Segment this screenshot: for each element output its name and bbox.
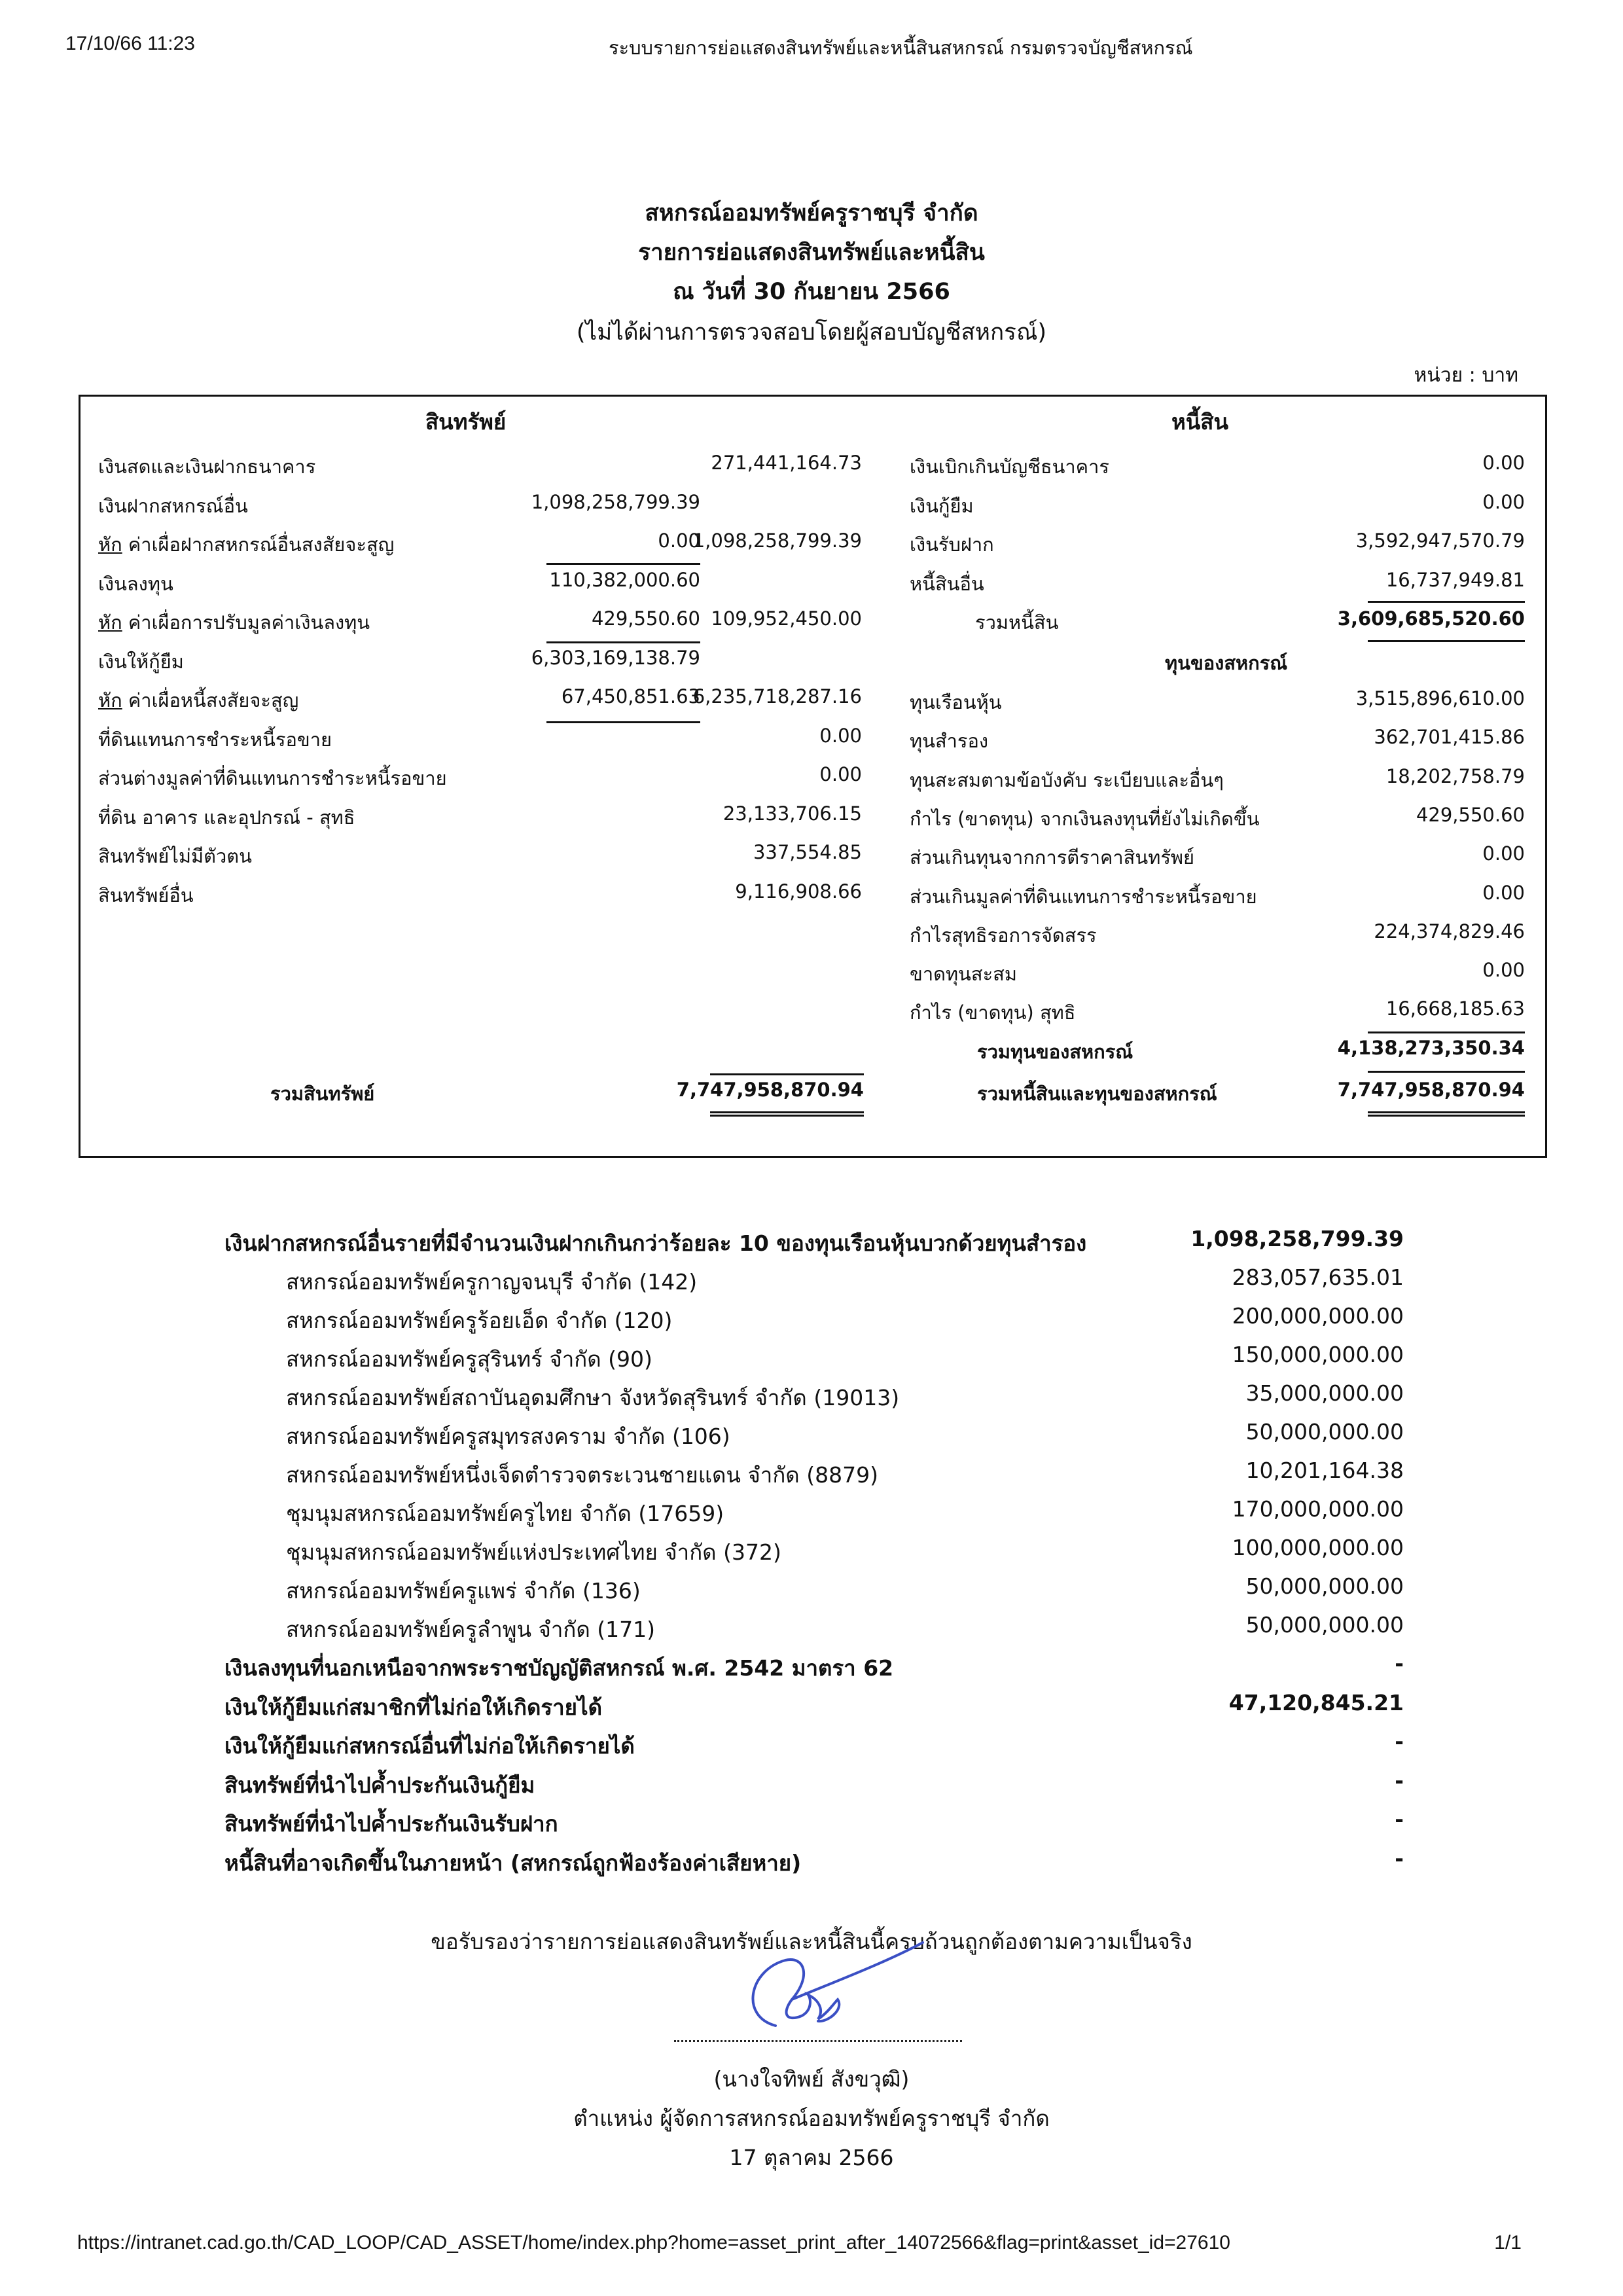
- asset-row-subamount: 67,450,851.63: [561, 685, 700, 708]
- asset-row-label: [98, 569, 173, 599]
- deposit-item-amount: 150,000,000.00: [1232, 1342, 1404, 1367]
- deposit-item-amount: 50,000,000.00: [1245, 1573, 1404, 1599]
- double-rule: [1368, 1111, 1525, 1117]
- deposit-item-label: สหกรณ์ออมทรัพย์ครูลำพูน จำกัด (171): [286, 1617, 656, 1642]
- equity-row-label: ส่วนเกินมูลค่าที่ดินแทนการชำระหนี้รอขาย: [910, 885, 1257, 908]
- asset-row-subamount: 6,303,169,138.79: [531, 646, 700, 669]
- asset-row-amount: 23,133,706.15: [722, 802, 862, 825]
- other-item-label: สินทรัพย์ที่นำไปค้ำประกันเงินกู้ยืม: [224, 1772, 535, 1798]
- liability-row-amount: 3,592,947,570.79: [1355, 529, 1525, 552]
- asset-label-text: ที่ดินแทนการชำระหนี้รอขาย: [98, 728, 332, 751]
- equity-row-amount: 3,515,896,610.00: [1355, 687, 1525, 709]
- unit-label: หน่วย : บาท: [1414, 364, 1518, 387]
- asset-label-text: สินทรัพย์ไม่มีตัวตน: [98, 845, 252, 867]
- deposit-item-amount: 200,000,000.00: [1232, 1303, 1404, 1329]
- asset-label-text: ที่ดิน อาคาร และอุปกรณ์ - สุทธิ: [98, 806, 355, 829]
- total-equity-label: รวมทุนของสหกรณ์: [977, 1041, 1133, 1063]
- as-of-date: ณ วันที่ 30 กันยายน 2566: [673, 279, 950, 305]
- other-item-amount: -: [1395, 1767, 1404, 1793]
- deposit-item-amount: 170,000,000.00: [1232, 1496, 1404, 1522]
- asset-row-subamount: 1,098,258,799.39: [531, 490, 700, 513]
- asset-row-amount: 1,098,258,799.39: [692, 529, 862, 552]
- audit-note: (ไม่ได้ผ่านการตรวจสอบโดยผู้สอบบัญชีสหกรณ์): [576, 319, 1047, 346]
- deposit-item-label: สหกรณ์ออมทรัพย์ครูกาญจนบุรี จำกัด (142): [286, 1269, 698, 1295]
- deposit-item-amount: 50,000,000.00: [1245, 1612, 1404, 1638]
- equity-row-label: ทุนเรือนหุ้น: [910, 691, 1002, 713]
- report-title: รายการย่อแสดงสินทรัพย์และหนี้สิน: [638, 240, 985, 266]
- system-title: ระบบรายการย่อแสดงสินทรัพย์และหนี้สินสหกรณ์ กรมตรวจบัญชีสหกรณ์: [609, 37, 1193, 59]
- subtotal-rule: [710, 1073, 864, 1075]
- asset-row-label: [98, 452, 315, 482]
- asset-row-amount: 9,116,908.66: [735, 880, 862, 903]
- other-item-label: เงินลงทุนที่นอกเหนือจากพระราชบัญญัติสหกรณ์ พ.ศ. 2542 มาตรา 62: [224, 1655, 894, 1681]
- deposit-item-label: สหกรณ์ออมทรัพย์หนึ่งเจ็ดตำรวจตระเวนชายแดน จำกัด (8879): [286, 1462, 878, 1488]
- deposit-item-label: สหกรณ์ออมทรัพย์ครูสุรินทร์ จำกัด (90): [286, 1346, 652, 1372]
- deposit-item-amount: 10,201,164.38: [1245, 1458, 1404, 1483]
- asset-row-label: [98, 841, 252, 871]
- other-item-amount: -: [1395, 1806, 1404, 1832]
- equity-row-amount: 18,202,758.79: [1385, 764, 1525, 787]
- deposit-item-label: ชุมนุมสหกรณ์ออมทรัพย์แห่งประเทศไทย จำกัด (372): [286, 1539, 781, 1565]
- equity-heading: ทุนของสหกรณ์: [1165, 652, 1288, 674]
- other-item-label: สินทรัพย์ที่นำไปค้ำประกันเงินรับฝาก: [224, 1811, 558, 1837]
- equity-row-amount: 362,701,415.86: [1374, 726, 1525, 749]
- asset-row-amount: 271,441,164.73: [711, 452, 862, 474]
- equity-row-label: ทุนสะสมตามข้อบังคับ ระเบียบและอื่นๆ: [910, 768, 1224, 791]
- equity-row-label: ขาดทุนสะสม: [910, 963, 1017, 986]
- deduct-prefix: หัก: [98, 611, 122, 634]
- asset-row-label: [98, 763, 447, 793]
- deposit-item-amount: 283,057,635.01: [1232, 1265, 1404, 1290]
- deposit-item-amount: 50,000,000.00: [1245, 1419, 1404, 1444]
- equity-row-amount: 16,668,185.63: [1385, 997, 1525, 1020]
- equity-row-label: ทุนสำรอง: [910, 730, 989, 753]
- asset-label-text: ค่าเผื่อการปรับมูลค่าเงินลงทุน: [122, 611, 370, 634]
- asset-row-label: [98, 802, 355, 833]
- asset-row-label: [98, 607, 370, 637]
- asset-label-text: ส่วนต่างมูลค่าที่ดินแทนการชำระหนี้รอขาย: [98, 767, 447, 789]
- equity-row-amount: 0.00: [1482, 842, 1525, 865]
- total-assets-amount: 7,747,958,870.94: [676, 1079, 864, 1101]
- liability-row-label: เงินรับฝาก: [910, 533, 994, 556]
- print-datetime: 17/10/66 11:23: [65, 33, 195, 54]
- page-number: 1/1: [1494, 2232, 1522, 2253]
- equity-row-amount: 429,550.60: [1416, 803, 1525, 826]
- asset-label-text: ค่าเผื่อฝากสหกรณ์อื่นสงสัยจะสูญ: [122, 533, 395, 556]
- deposit-item-amount: 35,000,000.00: [1245, 1380, 1404, 1406]
- deposit-item-label: สหกรณ์ออมทรัพย์ครูแพร่ จำกัด (136): [286, 1578, 641, 1604]
- subtotal-rule: [1368, 1071, 1525, 1073]
- total-rule: [1368, 640, 1525, 642]
- subtotal-rule: [1368, 1031, 1525, 1033]
- equity-row-amount: 224,374,829.46: [1374, 920, 1525, 942]
- footer-url[interactable]: https://intranet.cad.go.th/CAD_LOOP/CAD_ASSET/home/index.php?home=asset_print_after_14072566&flag=print&asset_id=27610: [77, 2232, 1230, 2253]
- subtotal-rule: [1368, 601, 1525, 603]
- asset-row-label: [98, 685, 298, 715]
- deposit-item-label: สหกรณ์ออมทรัพย์ครูสมุทรสงคราม จำกัด (106): [286, 1424, 730, 1449]
- equity-row-amount: 0.00: [1482, 959, 1525, 982]
- asset-label-text: เงินลงทุน: [98, 572, 173, 595]
- coop-name: สหกรณ์ออมทรัพย์ครูราชบุรี จำกัด: [645, 200, 978, 226]
- deposits-heading-amount: 1,098,258,799.39: [1190, 1226, 1404, 1251]
- deduct-prefix: หัก: [98, 689, 122, 711]
- deduct-prefix: หัก: [98, 533, 122, 556]
- other-item-amount: -: [1395, 1651, 1404, 1676]
- asset-row-label: [98, 491, 248, 521]
- grand-total-label: รวมหนี้สินและทุนของสหกรณ์: [977, 1083, 1217, 1105]
- asset-row-label: [98, 647, 184, 677]
- liability-row-amount: 0.00: [1482, 490, 1525, 513]
- subtotal-rule: [546, 563, 700, 565]
- asset-label-text: เงินให้กู้ยืม: [98, 650, 184, 673]
- signature-line: [674, 2040, 962, 2042]
- asset-row-subamount: 0.00: [658, 529, 700, 552]
- liabilities-heading: หนี้สิน: [1171, 409, 1229, 435]
- liability-row-amount: 0.00: [1482, 452, 1525, 474]
- deposit-item-label: สหกรณ์ออมทรัพย์ครูร้อยเอ็ด จำกัด (120): [286, 1308, 673, 1333]
- signer-name: (นางใจทิพย์ สังขวุฒิ): [713, 2066, 910, 2092]
- double-rule: [710, 1111, 864, 1117]
- asset-row-subamount: 429,550.60: [591, 607, 700, 630]
- deposit-item-label: ชุมนุมสหกรณ์ออมทรัพย์ครูไทย จำกัด (17659): [286, 1501, 724, 1526]
- deposit-item-label: สหกรณ์ออมทรัพย์สถาบันอุดมศึกษา จังหวัดสุรินทร์ จำกัด (19013): [286, 1385, 900, 1410]
- total-equity-amount: 4,138,273,350.34: [1337, 1037, 1525, 1059]
- liability-row-label: เงินเบิกเกินบัญชีธนาคาร: [910, 456, 1109, 478]
- total-assets-label: รวมสินทรัพย์: [270, 1083, 375, 1105]
- asset-label-text: เงินสดและเงินฝากธนาคาร: [98, 456, 316, 478]
- asset-label-text: ค่าเผื่อหนี้สงสัยจะสูญ: [122, 689, 299, 711]
- equity-row-label: ส่วนเกินทุนจากการตีราคาสินทรัพย์: [910, 846, 1194, 869]
- asset-row-label: [98, 880, 194, 910]
- asset-row-label: [98, 725, 332, 755]
- signer-position: ตำแหน่ง ผู้จัดการสหกรณ์ออมทรัพย์ครูราชบุรี จำกัด: [573, 2106, 1050, 2131]
- equity-row-label: กำไร (ขาดทุน) สุทธิ: [910, 1001, 1076, 1024]
- asset-label-text: เงินฝากสหกรณ์อื่น: [98, 494, 248, 517]
- other-item-label: เงินให้กู้ยืมแก่สหกรณ์อื่นที่ไม่ก่อให้เกิดรายได้: [224, 1733, 635, 1759]
- deposit-item-amount: 100,000,000.00: [1232, 1535, 1404, 1560]
- asset-row-amount: 0.00: [819, 763, 862, 785]
- liability-row-amount: 16,737,949.81: [1385, 568, 1525, 591]
- other-item-amount: 47,120,845.21: [1228, 1689, 1404, 1715]
- asset-row-amount: 337,554.85: [753, 841, 862, 863]
- other-item-label: เงินให้กู้ยืมแก่สมาชิกที่ไม่ก่อให้เกิดรายได้: [224, 1694, 603, 1720]
- asset-row-amount: 109,952,450.00: [711, 607, 862, 630]
- equity-row-label: กำไร (ขาดทุน) จากเงินลงทุนที่ยังไม่เกิดขึ้น: [910, 807, 1260, 830]
- grand-total-amount: 7,747,958,870.94: [1337, 1079, 1525, 1101]
- assets-heading: สินทรัพย์: [425, 409, 507, 435]
- deposits-heading: เงินฝากสหกรณ์อื่นรายที่มีจำนวนเงินฝากเกินกว่าร้อยละ 10 ของทุนเรือนหุ้นบวกด้วยทุนสำรอง: [224, 1230, 1087, 1256]
- equity-row-amount: 0.00: [1482, 881, 1525, 904]
- asset-row-label: [98, 529, 394, 560]
- signature-mark: [713, 1937, 929, 2049]
- other-item-amount: -: [1395, 1729, 1404, 1754]
- other-item-amount: -: [1395, 1845, 1404, 1871]
- liability-row-label: หนี้สินอื่น: [910, 572, 984, 595]
- total-liabilities-amount: 3,609,685,520.60: [1337, 607, 1525, 630]
- certification-date: 17 ตุลาคม 2566: [729, 2145, 894, 2170]
- liability-row-label: เงินกู้ยืม: [910, 494, 974, 517]
- subtotal-rule: [546, 721, 700, 723]
- asset-row-subamount: 110,382,000.60: [549, 568, 700, 591]
- certification-statement: ขอรับรองว่ารายการย่อแสดงสินทรัพย์และหนี้สินนี้ครบถ้วนถูกต้องตามความเป็นจริง: [431, 1929, 1192, 1954]
- total-liabilities-label: รวมหนี้สิน: [975, 611, 1059, 634]
- equity-row-label: กำไรสุทธิรอการจัดสรร: [910, 924, 1097, 946]
- subtotal-rule: [546, 641, 700, 643]
- asset-row-amount: 6,235,718,287.16: [692, 685, 862, 708]
- asset-label-text: สินทรัพย์อื่น: [98, 884, 194, 906]
- other-item-label: หนี้สินที่อาจเกิดขึ้นในภายหน้า (สหกรณ์ถูกฟ้องร้องค่าเสียหาย): [224, 1850, 802, 1876]
- asset-row-amount: 0.00: [819, 724, 862, 747]
